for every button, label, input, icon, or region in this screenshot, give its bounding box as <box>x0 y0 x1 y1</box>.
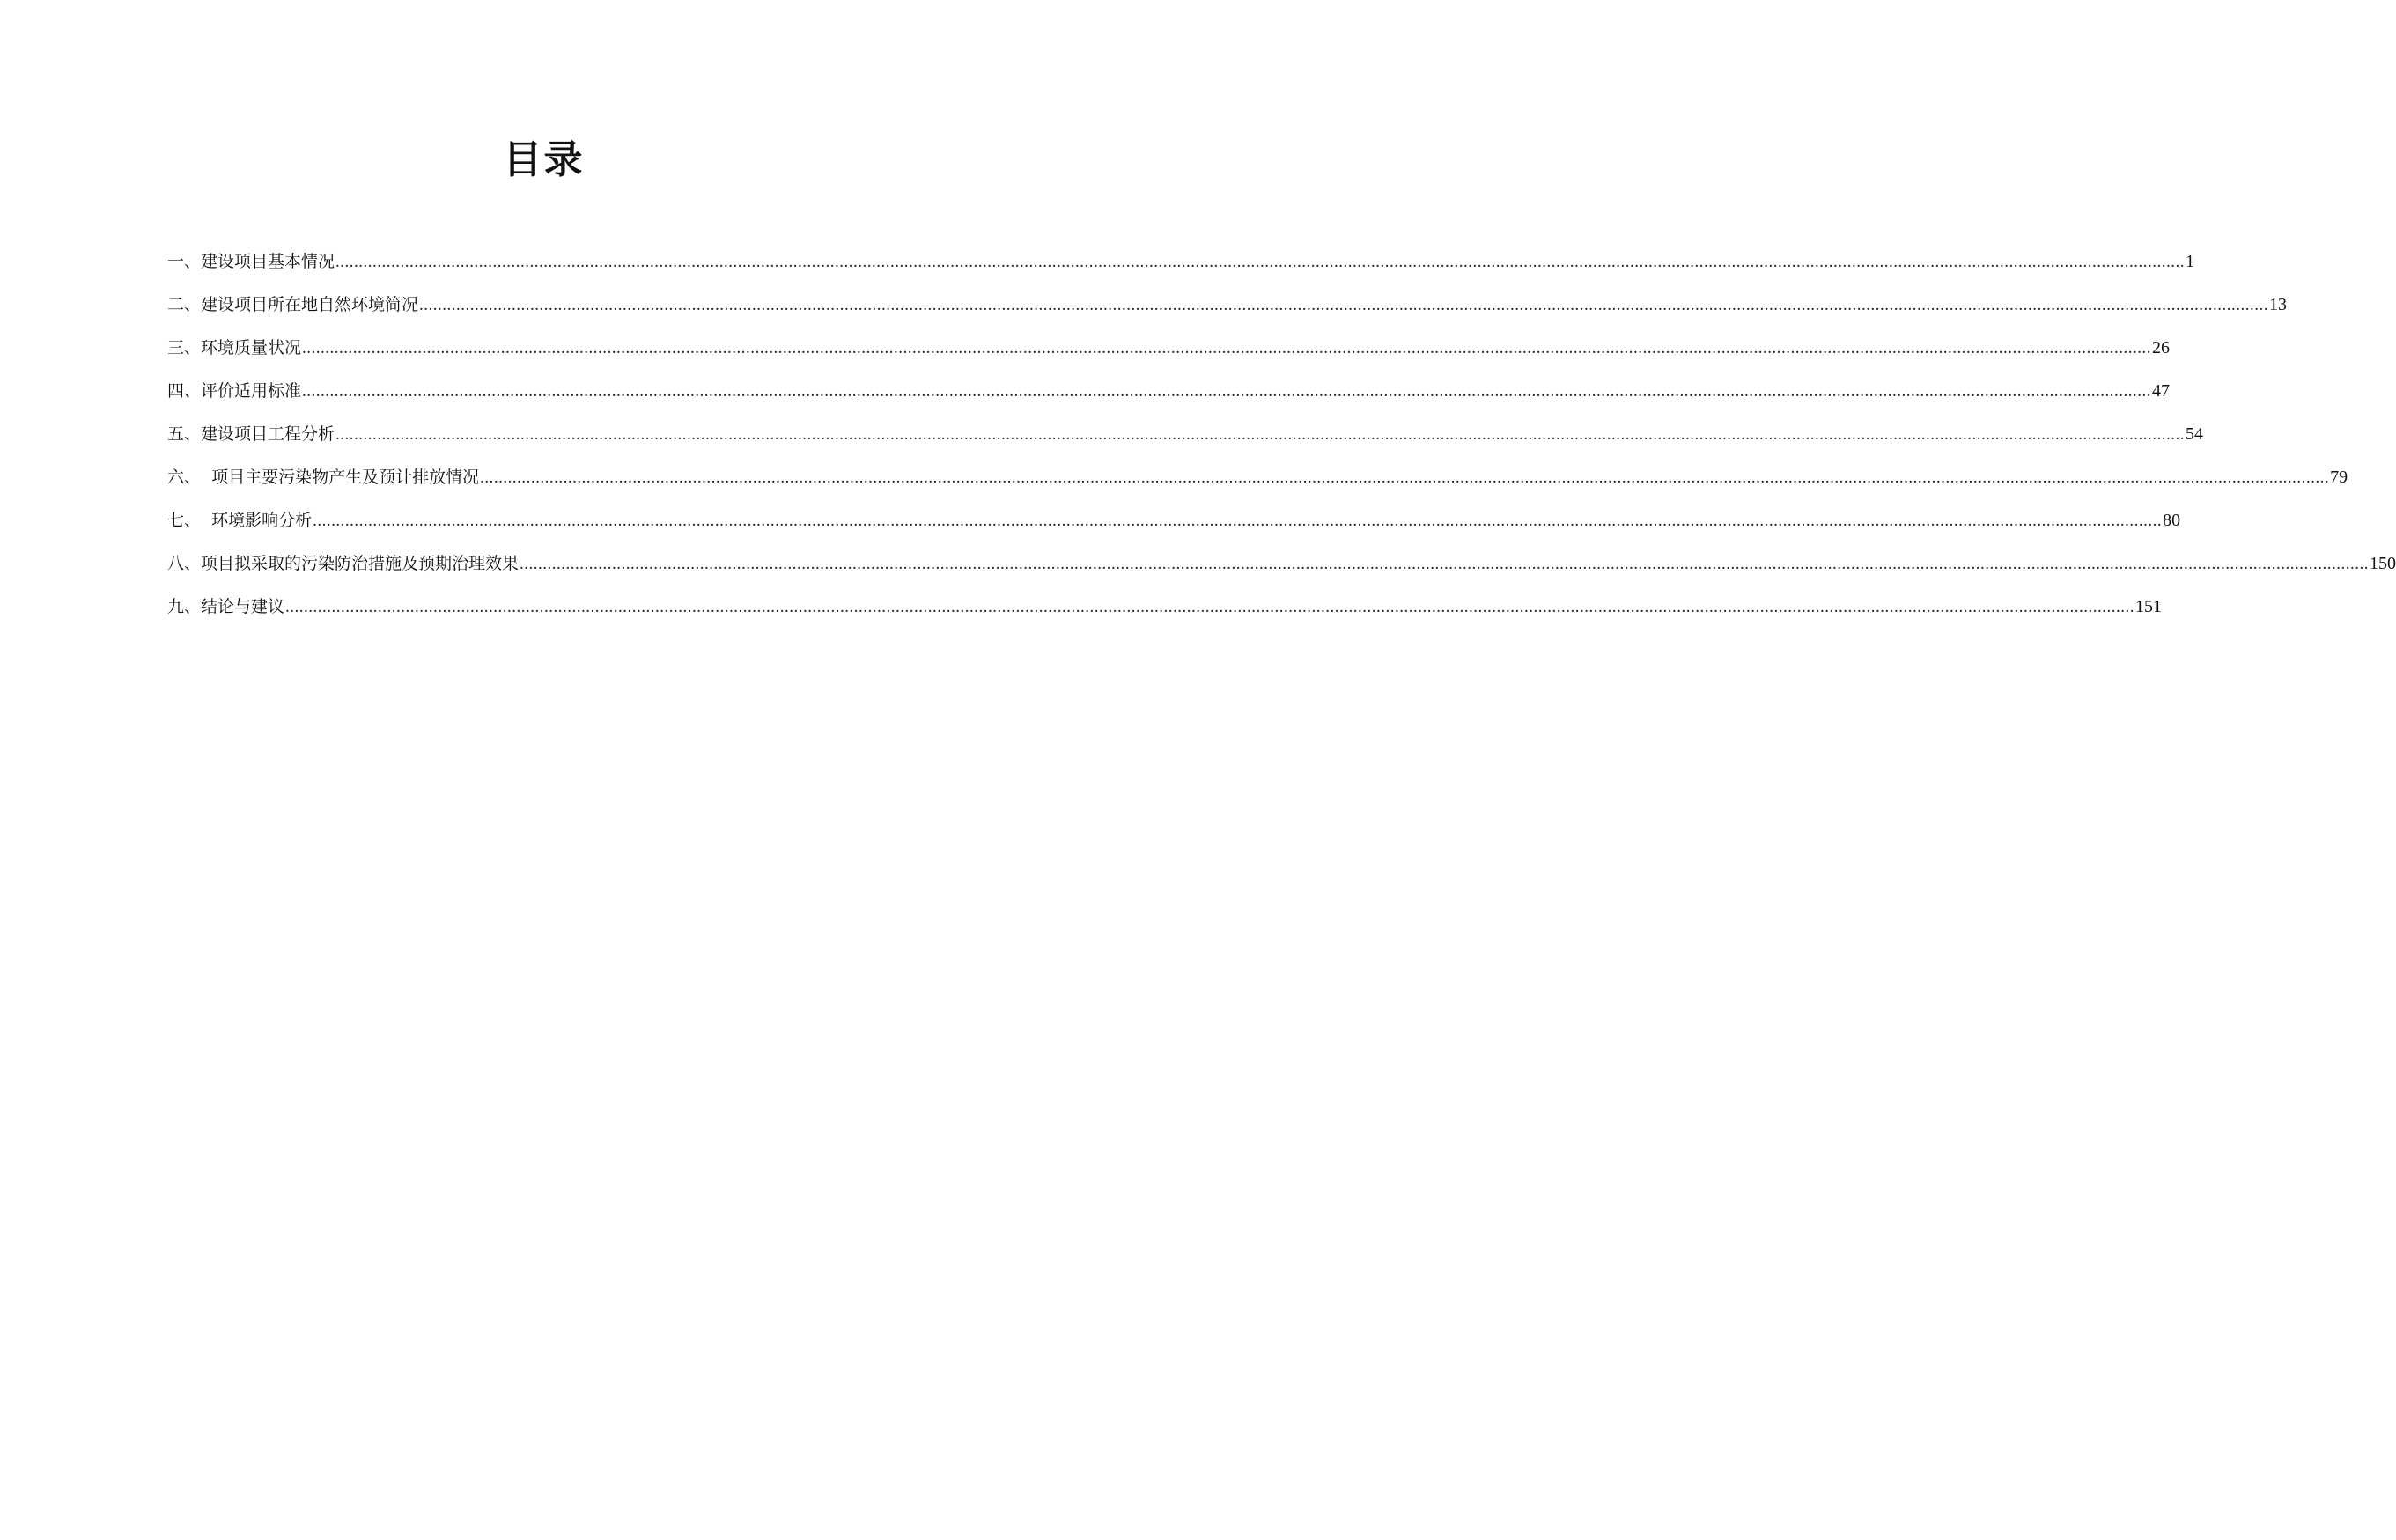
toc-entry[interactable] <box>167 462 2348 505</box>
toc-page-number: 1 <box>2186 252 2195 271</box>
toc-page-number: 13 <box>2269 295 2288 314</box>
toc-entry[interactable] <box>167 247 2195 290</box>
dot-leader: ................................................................................................................................................................................................................................................................................................................................................................................................................ <box>302 339 2152 357</box>
toc-entry-text: 九、结论与建议 <box>167 597 285 616</box>
toc-entry[interactable] <box>167 333 2171 376</box>
dot-leader: ................................................................................................................................................................................................................................................................................................................................................................................................................ <box>520 555 2370 573</box>
toc-page-number: 150 <box>2370 554 2396 573</box>
toc-entry-text: 二、建设项目所在地自然环境简况 <box>167 295 419 314</box>
toc-entry-text: 三、环境质量状况 <box>167 338 302 357</box>
dot-leader: ................................................................................................................................................................................................................................................................................................................................................................................................................ <box>285 598 2135 616</box>
dot-leader: ................................................................................................................................................................................................................................................................................................................................................................................................................ <box>302 382 2152 401</box>
toc-entry[interactable] <box>167 376 2171 419</box>
dot-leader: ................................................................................................................................................................................................................................................................................................................................................................................................................ <box>313 512 2163 530</box>
dot-leader: ................................................................................................................................................................................................................................................................................................................................................................................................................ <box>480 468 2330 487</box>
toc-entry-text: 四、评价适用标准 <box>167 381 302 401</box>
toc-page-number: 151 <box>2135 597 2163 616</box>
toc-entry[interactable] <box>167 592 2163 635</box>
toc-entry[interactable] <box>167 419 2204 462</box>
toc-entry[interactable] <box>167 290 2288 333</box>
toc-entry-text: 八、项目拟采取的污染防治措施及预期治理效果 <box>167 554 520 573</box>
dot-leader: ................................................................................................................................................................................................................................................................................................................................................................................................................ <box>335 425 2186 444</box>
toc-entry[interactable] <box>167 549 2396 592</box>
toc-page-number: 54 <box>2186 424 2204 444</box>
toc-entry-text: 五、建设项目工程分析 <box>167 424 335 444</box>
toc-page-number: 80 <box>2163 511 2181 530</box>
dot-leader: ................................................................................................................................................................................................................................................................................................................................................................................................................ <box>335 253 2186 271</box>
toc-entry[interactable] <box>167 505 2181 549</box>
toc-page-number: 47 <box>2152 381 2171 401</box>
toc-entry-text: 一、建设项目基本情况 <box>167 252 335 271</box>
page-title: 目录 <box>503 137 585 182</box>
dot-leader: ................................................................................................................................................................................................................................................................................................................................................................................................................ <box>419 296 2269 314</box>
toc-entry-text: 六、 项目主要污染物产生及预计排放情况 <box>167 468 480 487</box>
toc-page-number: 26 <box>2152 338 2171 357</box>
toc-entry-text: 七、 环境影响分析 <box>167 511 313 530</box>
table-of-contents <box>167 247 2396 635</box>
toc-page-number: 79 <box>2330 468 2348 487</box>
